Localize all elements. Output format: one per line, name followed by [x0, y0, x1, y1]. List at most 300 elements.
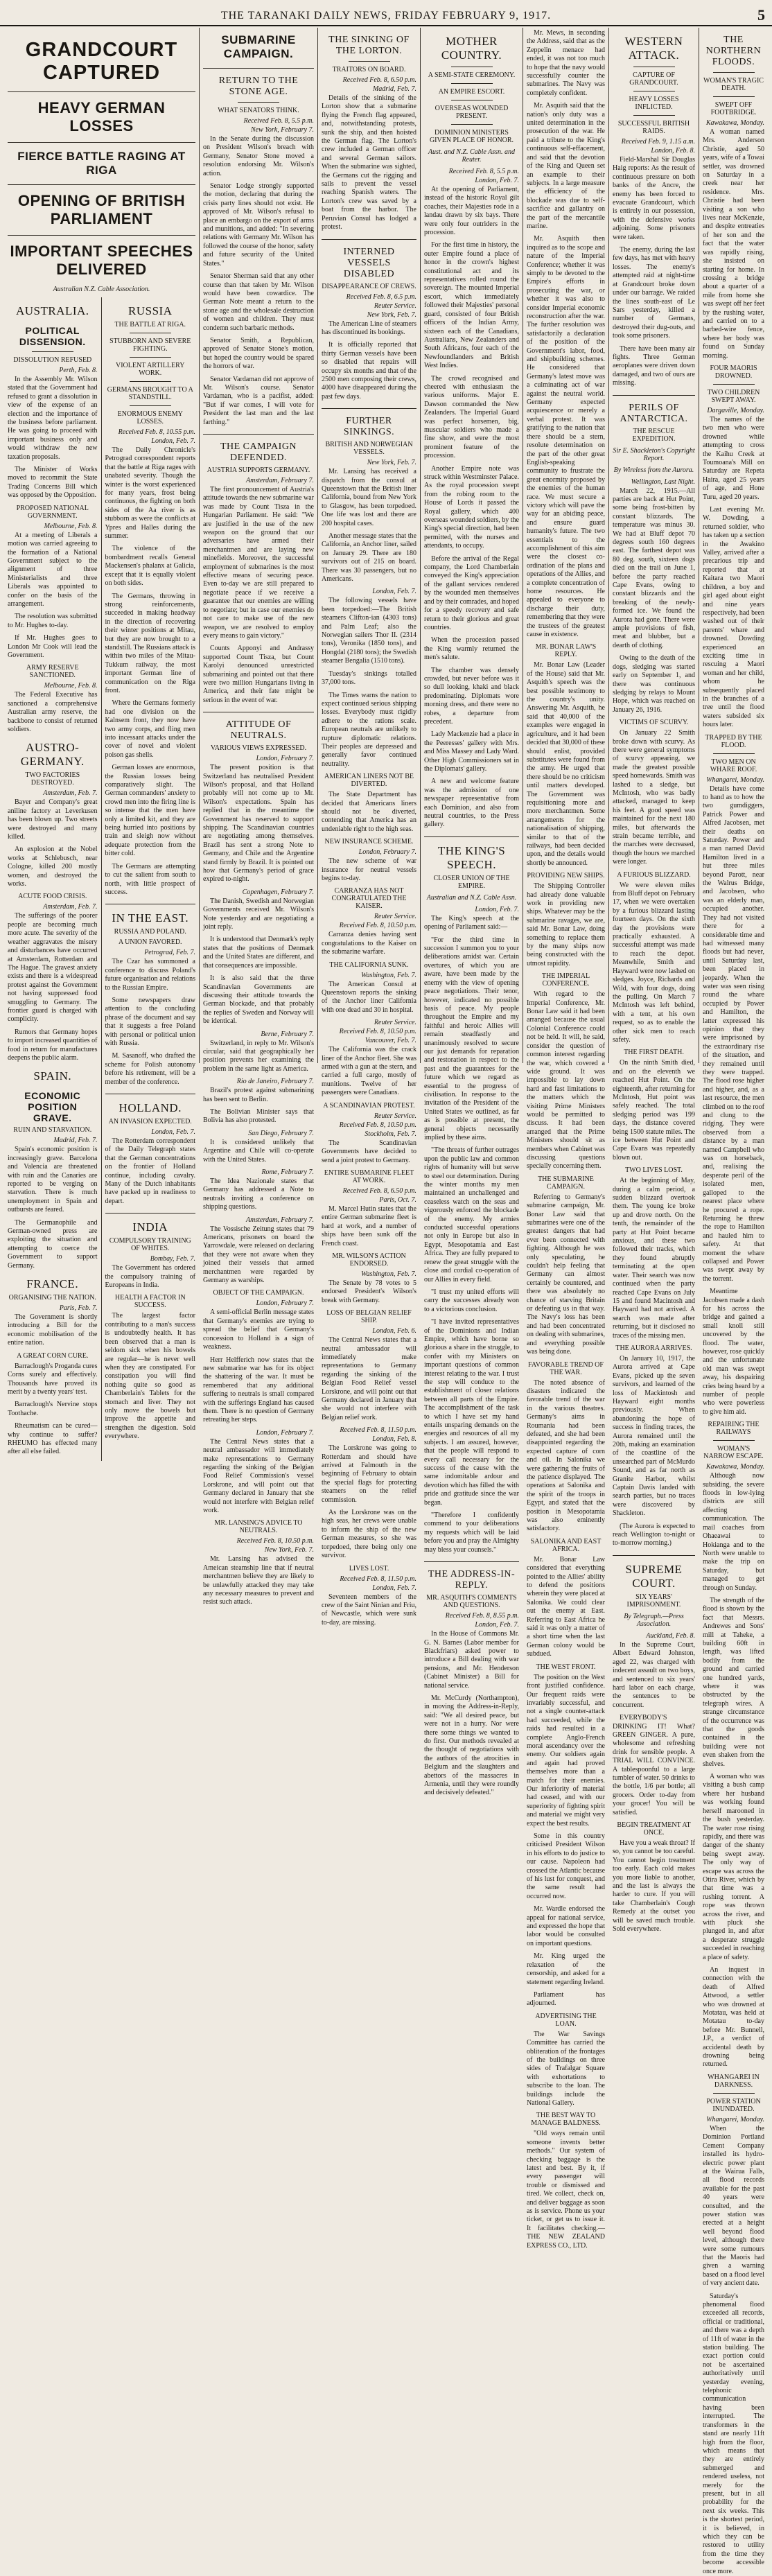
dateline: Auckland, Feb. 8. — [646, 1631, 695, 1640]
section-subheading: SIX YEARS' IMPRISONMENT. — [626, 1593, 681, 1609]
section-subheading: SWEPT OFF FOOTBRIDGE. — [710, 101, 757, 116]
article-paragraph: There have been many air fights. Three German aeroplanes were driven down damaged, and two of ours are missing. — [613, 344, 695, 387]
section-heading: AUSTRO-GERMANY. — [20, 741, 85, 769]
divider — [203, 68, 314, 69]
article-paragraph: The Vossische Zeitung states that 79 Americans, prisoners on board the Yarrowdale, were released on declaring that they were not aware when they joined their vessels that armed merchantmen were regarded by Germany as warships. — [203, 1225, 314, 1285]
section-subheading: MR. BONAR LAW'S REPLY. — [535, 643, 597, 659]
article-paragraph: The Czar has summoned a conference to discuss Poland's future organisation and relations to the Russian Empire. — [105, 958, 195, 992]
credit-line: Aust. and N.Z. Cable Assn. and Reuter. — [428, 148, 516, 164]
article-paragraph: Details of the sinking of the Lorton show that a submarine flying the French flag appeared, and, notwithstanding protests, sunk the ship, and then hoisted the German flag. The Lorton's crew included a German officer and several German sailors. When the submarine was sighted, the Germans cut the rigging and sails to prevent the vessel reaching Spanish waters. The Lorton's crew was saved by a boat from the harbor. The Peruvian Consul has lodged a protest. — [322, 94, 416, 231]
dateline: Reuter Service. — [374, 1112, 416, 1120]
article-paragraph: The Times warns the nation to expect continued serious shipping losses. Everybody must rigidly adhere to the rations scale. European neutrals are unlikely to rupture diplomatic relations. Their peoples are depressed and generally favor continued neutrality. — [322, 691, 416, 768]
section-subheading: A SCANDINAVIAN PROTEST. — [323, 1101, 415, 1110]
section-subheading: COMPULSORY TRAINING OF WHITES. — [109, 1237, 191, 1253]
article-paragraph: As the Lorskrone was on the high seas, her crews were unable to inform the ship of the new German measures, so she was torpedoed, there being only one survivor. — [322, 1509, 416, 1560]
section-subheading: POWER STATION INUNDATED. — [706, 2097, 761, 2113]
article-paragraph: At a meeting of Liberals a motion was carried agreeing to the formation of a National Government subject to the alignment of three Ministerialists and three Liberals was appointed to confer on the basis of the arrangement. — [8, 531, 98, 608]
dateline: Vancouver, Feb. 7. — [365, 1037, 416, 1045]
dateline: Petrograd, Feb. 7. — [144, 949, 195, 957]
article-paragraph: Meantime Jacobsen made a dash for his across the bridge and gained a small knoll still uncovered by the flood. The water, however, rose quickly and the unfortunate old man was swept away, his despairing cries being heard by a number of people who were powerless to give him aid. — [703, 1288, 764, 1416]
article-paragraph: We were eleven miles from Bluff depot on February 17, when we were overtaken by a furious blizzard lasting fourteen days. On the sixth day the provisions were practically exhausted. A successful attempt was made to reach the depot. Meanwhile, Smith and Hayward were now lashed on sledges. Joyce, Richards and Wild, with four dogs, doing the pulling. On March 7 McIntosh was left behind, with a tent, at his own request, so as to enable the other sick men to reach safety. — [613, 881, 695, 1044]
article-paragraph: The sufferings of the poorer people are becoming much more acute. The severity of the weather aggravates the misery and disturbances have occurred at Amsterdam, Rotterdam and The Hague. The gravest anxiety exists and there is a widespread protest against the Government not having suppressed food smuggling to Germany. The frontier guard is charged with complicity. — [8, 912, 98, 1024]
section-subheading: GERMANS BROUGHT TO A STANDSTILL. — [107, 386, 193, 401]
article-paragraph: On January 22 Smith broke down with scurvy. As there were general symptoms of scurvy appearing, we made the greatest possible speed homewards. Smith was lashed to a sledge, but McIntosh, who was badly attacked, managed to keep his feet. A good speed was maintained for the next 180 miles, but afterwards the strain became terrible, and the marches were decreased, though the hours we marched were longer. — [613, 729, 695, 866]
article-paragraph: The Government is shortly introducing a Bill for the economic mobilisation of the entire nation. — [8, 1313, 98, 1347]
article-paragraph: Mr. King urged the relaxation of the censorship, and asked for a statement regarding Ireland. — [527, 1952, 605, 1986]
article-paragraph: The Germanophile and German-owned press are exploiting the situation and attempting to coerce the Government to support Germany. — [8, 1218, 98, 1270]
section-subheading: ORGANISING THE NATION. — [8, 1294, 96, 1302]
divider — [130, 381, 171, 382]
section-subheading: DISAPPEARANCE OF CREWS. — [322, 282, 416, 290]
divider — [8, 91, 195, 92]
article-paragraph: March 22, 1915.—All parties are back at Hut Point, some being frost-bitten by constant blizzards. The temperature was minus 30. We had at Bluff depot 70 degrees south 160 degrees east. The farthest depot was 80 deg. south, sixteen dogs died on the trail on June 1, before the party reached Cape Evans, owing to constant blizzards and the breaking of the newly-formed ice. We found the Aurora had gone. There were ample provisions of fish, meat and blubber, but a dearth of clothing. — [613, 487, 695, 649]
article-paragraph: In the House of Commons Mr. G. N. Barnes (Labor member for Blackfriars) asked power to introduce a Bill dealing with war pensions, and Mr. Henderson (Cabinet Minister) a Bill for national service. — [424, 1630, 519, 1690]
dateline: Received Feb. 9, 1.15 a.m. — [621, 138, 695, 146]
article-paragraph: The position on the West front justified confidence. Our frequent raids were invariably successful, and not a single counter-attack had succeeded, while the raids had resulted in a complete Anglo-French moral ascendancy over the enemy. Our soldiers again and again had proved themselves more than a match for their enemies. Our inferiority of material had ceased, and with our superiority of fighting spirit and material we might very expect the best results. — [527, 1673, 605, 1828]
divider — [32, 351, 73, 352]
dateline: Received Feb. 8, 5.5 p.m. — [243, 117, 314, 125]
advert-paragraph: "Old ways remain until someone invents better methods." Our system of checking baggage is the latest and best. By it, if every passenger will trouble or dismissed and tired. We collect, check on, and deliver baggage as soon as is service. Phone us your ticket, or get us to issue it. It facilitates checking.—THE NEW ZEALAND EXPRESS CO., LTD. — [527, 2130, 605, 2250]
article-paragraph: The American Line of steamers has discontinued its bookings. — [322, 319, 416, 336]
section-heading: HOLLAND. — [119, 1101, 182, 1114]
dateline: Madrid, Feb. 7. — [372, 85, 416, 93]
section-subheading: A GREAT CORN CURE. — [17, 1351, 89, 1360]
section-subheading: THE RESCUE EXPEDITION. — [632, 427, 676, 443]
dateline: Received Feb. 8, 6.50 p.m. — [342, 1186, 416, 1195]
advert-paragraph: The largest factor contributing to a man's success is undoubtedly health. It has been observed that a man is seldom sick when his bowels are regular—he is never well when they are constipated. For constipation you will find nothing quite so good as Chamberlain's Tablets for the stomach and liver. They not only move the bowels but improve the appetite and strengthen the digestion. Sold everywhere. — [105, 1312, 195, 1441]
divider — [8, 142, 195, 143]
advert-paragraph: Have you a weak throat? If so, you cannot be too careful. You cannot begin treatment too early. Each cold makes you more liable to another, and the last is always the harder to cure. If you will take Chamberlain's Cough Remedy at the outset you will be saved much trouble. Sold everywhere. — [613, 1839, 695, 1934]
section-subheading: ADVERTISING THE LOAN. — [535, 2012, 597, 2028]
dateline: London, Feb. 7. — [475, 177, 519, 184]
article-paragraph: The Scandinavian Governments have decided to send a joint protest to Germany. — [322, 1139, 416, 1164]
dateline: San Diego, February 7. — [248, 1129, 314, 1137]
divider — [322, 239, 416, 240]
article-paragraph: A new and welcome feature was the admission of one newspaper representative from each Dominion, and also from neutral countries, to the Press gallery. — [424, 778, 519, 829]
dateline: Bombay, Feb. 7. — [150, 1255, 195, 1263]
article-paragraph: Mr. Asquith then inquired as to the scope and nature of the Imperial Conference; whether it was simply to be devoted to the Empire's efforts in prosecuting the war, or whether it was also to consider Imperial economic reconstruction after the war. The further resolution was satisfactorily a declaration of the position of the Government's labor, food, and shipbuilding schemes. He considered that Germany's latest move was a culminating act of war against the neutral world. Germany expected acquiescence or merely a verbal protest. It was gratifying to the nation that there should be a stern, resolute determination on the part of the other great English-speaking community to frustrate the great enormity proposed by the enemies of the human race. We must secure a victory which will pave the way for an abiding peace, and ensure guard humanity's future. The two essentials to the accomplishment of this aim were the closest co-ordination of the plans and operations of the Allies, and a complete concentration of home resources. He appealed to everyone to discharge their duty, remembering that they were the trustees of the greatest cause in existence. — [527, 235, 605, 639]
section-subheading: ENTIRE SUBMARINE FLEET AT WORK. — [324, 1168, 414, 1184]
section-subheading: DISSOLUTION REFUSED — [13, 356, 92, 364]
divider — [713, 96, 755, 97]
divider — [8, 184, 195, 185]
article-paragraph: Parliament has adjourned. — [527, 1990, 605, 2008]
article-paragraph: The Central News states that a neutral ambassador will immediately make representations to Germany regarding the sinking of the Belgian Food Relief vessel Lorskrone, and will point out that Germany declared in January that she would not interfere with Belgian relief work. — [322, 1336, 416, 1421]
article-paragraph: The Government has ordered the compulsory training of Europeans in India. — [105, 1264, 195, 1290]
article-paragraph: The strength of the flood is shown by the fact that Messrs. Andrewes and Sons' mill at Taheke, a building 60ft in length, was lifted bodily from the ground and carried one hundred yards, where it was obstructed by the telegraph wires. A strange circumstance of the occurrence was that the goods contained in the building were not even shaken from the shelves. — [703, 1596, 764, 1768]
dateline: Wellington, Last Night. — [631, 477, 695, 486]
article-paragraph: A semi-official Berlin message states that Germany's enemies are trying to spread the belief that Germany's concession to Holland is a sign of weakness. — [203, 1308, 314, 1351]
divider — [613, 395, 695, 396]
article-paragraph: The King's speech at the opening of Parliament said:— — [424, 914, 519, 931]
advert-paragraph: Barraclough's Proganda cures Corns surely and effectively. Thousands have proved its merit by a twenty years' test. — [8, 1362, 98, 1396]
section-subheading: NEW INSURANCE SCHEME. — [324, 838, 414, 846]
article-paragraph: The first pronouncement of Austria's attitude towards the new submarine war was made by Count Tisza in the Hungarian Parliament. He said: "We are justified in the use of the new weapon on the ground that our adversaries have armed their merchantmen and are laying new minefields. Moreover, the successful employment of submarines is the most effective means of securing peace. Even to-day we are still prepared to negotiate peace if we receive a guarantee that our enemies are willing to negotiate; but in case our enemies do not care to make use of the new weapon, we are resolved to employ every means to gain victory." — [203, 486, 314, 640]
article-paragraph: In the Assembly Mr. Wilson stated that the Government had refused to grant a dissolution in view of the expense of an election and the importance of the business before parliament. He was going to proceed with important business only and would withdraw the new taxation proposals. — [8, 376, 98, 461]
section-subheading: ARMY RESERVE SANCTIONED. — [26, 664, 79, 680]
masthead-title: THE TARANAKI DAILY NEWS, FRIDAY FEBRUARY 9, 1917. — [220, 10, 552, 21]
section-subheading: AN EMPIRE ESCORT. — [438, 88, 505, 96]
article-paragraph: The California was the crack liner of the Anchor fleet. She was armed with a gun at the stern, and carried a full cargo, mostly of munitions. Twelve of her passengers were Canadians. — [322, 1046, 416, 1097]
dateline: Whangarei, Monday. — [706, 776, 764, 784]
dateline: Paris, Feb. 7. — [59, 1304, 98, 1313]
dateline: London, Feb. 6. — [372, 1327, 416, 1335]
article-paragraph: "The threats of further outrages upon the public law and common rights of humanity will but serve to steel our determination. During the winter months my men maintained an unchallenged and ceaseless watch on the seas and vigorously enforced the blockade of the enemy. My armies conducted successful operations not only in Europe but also in Egypt, Mesopotamia and East Africa. They are fully prepared to renew the great struggle with the close and cordial co-operation of our Allies in every field. — [424, 1146, 519, 1283]
dateline: London, Feb. 8. — [651, 147, 695, 155]
section-heading: ATTITUDE OF NEUTRALS. — [225, 719, 292, 742]
section-subheading: MR. LANSING'S ADVICE TO NEUTRALS. — [214, 1519, 303, 1535]
divider — [349, 61, 390, 62]
section-heading: SUPREME COURT. — [625, 1562, 683, 1590]
section-subheading: THE BATTLE AT RIGA. — [114, 321, 186, 328]
article-paragraph: In the Supreme Court, Albert Edward Johnston, aged 22, was charged with indecent assault on two boys, and sentenced to six years' hard labor on each charge, the sentences to be concurrent. — [613, 1640, 695, 1709]
dateline: Perth, Feb. 8. — [59, 367, 98, 374]
divider — [633, 115, 675, 116]
section-heading: THE KING'S SPEECH. — [437, 843, 506, 871]
article-paragraph: German losses are enormous, the Russian losses being comparatively slight. The German commanders' anxiety to crowd men into the firing line is so intense that the men have only a limited kit, and they are being hurried into positions by train and sleigh now without adequate protection from the bitter cold. — [105, 764, 195, 858]
article-paragraph: At the opening of Parliament, instead of the historic Royal gilt coaches, their Majesties rode in a landau drawn by six bays. There were only four outriders in the procession. — [424, 186, 519, 237]
dateline: Whangarei, Monday. — [706, 2115, 764, 2123]
divider — [713, 2093, 755, 2094]
article-paragraph: Mr. McCurdy (Northampton), in moving the Address-in-Reply, said: "We all desired peace, but were not in a hurry. Nor were there some things we wanted to do first. Our methods revealed at the thought of negotiations with the authors of the atrocities in Belgium and the slaughters and abettors of the massacres in Armenia, until they were roundly and decisively defeated." — [424, 1694, 519, 1797]
section-subheading: BRITISH AND NORWEGIAN VESSELS. — [325, 441, 413, 457]
article-paragraph: Mr. Mews, in seconding the Address, said that as the Zeppelin menace had ended, it was not too much to hope that the navy would successfully counter the submarines. The Navy was completely confident. — [527, 29, 605, 97]
article-paragraph: The American Consul at Queenstown reports the sinking of the Anchor liner California with one dead and 30 in hospital. — [322, 980, 416, 1014]
dateline: Received Feb. 8, 10.50 p.m. — [339, 1121, 416, 1129]
section-subheading: WOMAN'S NARROW ESCAPE. — [703, 1445, 764, 1461]
headline-deck: HEAVY GERMAN LOSSES — [37, 99, 166, 134]
dateline: Madrid, Feb. 7. — [53, 1137, 98, 1145]
section-subheading: THE FIRST DEATH. — [624, 1049, 684, 1057]
credit-line: Australian and N.Z. Cable Assn. — [426, 893, 517, 902]
section-heading: THE SINKING OF THE LORTON. — [328, 35, 410, 56]
divider — [424, 1561, 519, 1562]
section-subheading: HEAVY LOSSES INFLICTED. — [629, 96, 679, 111]
section-subheading: A SEMI-STATE CEREMONY. — [428, 71, 516, 79]
credit-line: By Telegraph.—Press Association. — [624, 1612, 684, 1628]
article-paragraph: Bayer and Company's great aniline factory at Leverkusen has been blown up. Two streets were destroyed and many killed. — [8, 798, 98, 841]
section-subheading: ACUTE FOOD CRISIS. — [18, 893, 87, 901]
divider — [238, 102, 279, 103]
section-heading: THE ADDRESS-IN-REPLY. — [428, 1569, 516, 1591]
article-paragraph: The enemy, during the last few days, has met with heavy losses. The enemy's attempted raid at night-time at Grandcourt broke down under our barrage. We raided the lines south-east of Le Sars yesterday, killed a number of Germans, destroyed their dug-outs, and took some prisoners. — [613, 246, 695, 340]
divider — [322, 408, 416, 409]
section-subheading: THE IMPERIAL CONFERENCE. — [541, 972, 590, 988]
article-paragraph: Spain's economic position is increasingly grave. Barcelona and Valencia are threatened with ruin and the Canaries are reported to be verging on starvation. There is much unemployment in Spain and outbursts are feared. — [8, 1146, 98, 1214]
dateline: Copenhagen, February 7. — [242, 888, 314, 896]
dateline: Washington, Feb. 7. — [361, 1270, 416, 1278]
section-subheading: PROVIDING NEW SHIPS. — [527, 872, 605, 880]
section-subheading: VIOLENT ARTILLERY WORK. — [116, 362, 185, 377]
dateline: Received Feb. 8, 6.5 p.m. — [346, 292, 416, 301]
section-subheading: TWO MEN ON WHARE ROOF. — [710, 757, 757, 773]
article-paragraph: The new scheme of war insurance for neutral vessels begins to-day. — [322, 857, 416, 882]
section-subheading: BEGIN TREATMENT AT ONCE. — [617, 1821, 691, 1837]
dateline: New York, February 7. — [250, 126, 314, 134]
article-paragraph: The following vessels have been torpedoed:—The British steamers Clifton-ian (4303 tons) and Palm Leaf; also the Norwegian sailers Thor II. (2314 tons), Veronika (1850 tons), and Hongdal (2180 tons); the Swedish steamer Bengalia (1510 tons). — [322, 597, 416, 665]
dateline: London, Feb. 7. — [475, 1621, 519, 1629]
article-paragraph: The Minister of Works moved to recommit the State Trading Concerns Bill which was opposed by the Opposition. — [8, 466, 98, 500]
section-subheading: AUSTRIA SUPPORTS GERMANY. — [207, 466, 310, 474]
article-paragraph: Seventeen members of the crew of the Saint Ninian and Friu, of Newcastle, which were sunk to-day, are missing. — [322, 1593, 416, 1627]
dateline: Reuter Service. — [374, 913, 416, 921]
section-subheading: CARRANZA HAS NOT CONGRATULATED THE KAISER. — [331, 887, 407, 911]
article-paragraph: Herr Helfferich now states that the new submarine war has for its object the shattering of the war. It must be remembered that any additional suffering to neutrals is small compared with the sufferings England has caused them. There is no question of Germany retreating her steps. — [203, 1356, 314, 1424]
headline-deck: OPENING OF BRITISH PARLIAMENT — [17, 192, 186, 227]
article-paragraph: When the Dominion Portland Cement Company installed its hydro-electric power plant at the Wairua Falls, all flood records available for the past 40 years were consulted, and the power station was erected at a height well beyond flood level, although there were some rumours that the Maoris had given a warning based on a flood level of very ancient date. — [703, 2124, 764, 2288]
section-subheading: DOMINION MINISTERS GIVEN PLACE OF HONOR. — [429, 129, 514, 144]
article-paragraph: For the first time in history, the outer Empire found a place of honor in the crown's highest constitutional act and its representatives rolled round the sovereign. The mounted Imperial escort, which immediately followed their Majesties' personal guard, consisted of four British officers of the Indian Army, sixteen each of the Canadians, Australians, New Zealanders and South Africans, four each of the Newfoundlanders and British West Indies. — [424, 241, 519, 370]
article-paragraph: Senator Sherman said that any other course than that taken by Mr. Wilson would have been cowardice. The German Note meant a return to the stone age and the wholesale destruction of women and children. They must condemn such barbaric methods. — [203, 272, 314, 332]
section-subheading: RUSSIA AND POLAND. — [114, 928, 186, 936]
dateline: Received Feb. 8, 5.5 p.m. — [448, 168, 519, 175]
article-paragraph: Details have come to hand as to how the two gumdiggers, Patrick Power and Alfred Jacobsen, met their deaths on Saturday. Power and a man named David Hamilton lived in a hut three miles beyond Parott, near the Walrus Bridge, and Jacobsen, who was an elderly man, occupied another. They had not visited there for a considerable time and had witnessed many floods but had never, until Saturday last, been placed in jeopardy. When the water was seen rising round the whare occupied by Power and Hamilton, the latter expressed his opinion that they were imprisoned by the extraordinary rise of the situation, and they remained until they were trapped. The flood rose higher and higher, and, as a last resource, the men climbed on to the roof and clung to the ridging. They were observed from a distance by a man named Campbell who was on horseback, and, realising the desperate peril of the isolated men, galloped to the nearest place where he procured a rope. Returning he threw the rope to Hamilton and hauled him to safety. At that moment the whare collapsed and Power was swept away by the torrent. — [703, 785, 764, 1283]
column-2 — [200, 28, 318, 1606]
section-subheading: AN INVASION EXPECTED. — [108, 1118, 192, 1125]
article-paragraph: The chamber was densely crowded, but never before was it so dull looking, khaki and black predominating. Diplomats wore morning dress, and there were no robes, a departure from precedent. — [424, 666, 519, 726]
article-paragraph: Tuesday's sinkings totalled 37,000 tons. — [322, 669, 416, 687]
section-subheading: REPAIRING THE RAILWAYS — [708, 1421, 760, 1437]
dateline: Berne, February 7. — [261, 1030, 314, 1038]
divider — [130, 357, 171, 358]
article-paragraph: The Bolivian Minister says that Bolivia has also protested. — [203, 1107, 314, 1125]
divider — [713, 1440, 755, 1441]
dateline: London, February 7. — [256, 1428, 314, 1437]
section-subheading: VARIOUS VIEWS EXPRESSED. — [210, 744, 307, 753]
section-heading: RUSSIA — [128, 304, 173, 317]
credit-line: Sir E. Shackleton's Copyright Report. — [613, 446, 695, 462]
article-paragraph: Switzerland, in reply to Mr. Wilson's circular, said that geographically her position prevents her examining the problem in the same light as America. — [203, 1039, 314, 1073]
dateline: London, February 7. — [256, 755, 314, 763]
dateline: Paris, Oct. 7. — [379, 1195, 416, 1204]
section-subheading: THE CALIFORNIA SUNK. — [329, 961, 409, 969]
article-paragraph: An inquest in connection with the death of Alfred Attwood, a settler who was drowned at Motatau, was held at Motatau to-day before Mr. Bunnell, J.P., a verdict of accidental death by drowning being returned. — [703, 1966, 764, 2069]
advert-paragraph: EVERYBODY'S DRINKING IT! What? GREEN GINGER. A pure, wholesome and refreshing drink for sensible people. A TRIAL WILL CONVINCE. A tablespoonful to a large tumbler of water. 50 drinks to the bottle, 1/6 per bottle; all grocers. Order to-day from your grocer! You will be satisfied. — [613, 1714, 695, 1816]
dateline: London, February 7. — [358, 848, 416, 857]
article-paragraph: "For the third time in succession I summon you to your deliberations amidst war. Certain overtures, of which you are aware, have been made by the enemy with the view of opening peace negotiations. Their tenor, however, indicated no possible basis of peace. My people throughout the Empire and my faithful and heroic Allies will remain steadfastly and unanimously resolved to secure our just demands for reparation and restoration in respect to the past and the guarantees for the future which we regard as essential to the progress of civilisation. In response to the invitation of the President of the United States we outlined, as far as is possible at present, the general objects necessarily implied by these aims. — [424, 936, 519, 1141]
article-paragraph: At the beginning of May, during a calm period, a sudden blizzard overtook them. The young ice broke up and drove north. On the tenth, the remainder of the party at Hut Point became anxious, and these two followed their tracks, which they found abruptly terminating at the open water. Their search was now continued when the party reached Cape Evans on July 15 and found Macintosh and Hayward had not arrived. A search was made after returning, but it disclosed no traces of the missing men. — [613, 1177, 695, 1340]
section-subheading: TWO LIVES LOST. — [625, 1166, 683, 1175]
section-subheading: SALONIKA AND EAST AFRICA. — [530, 1537, 602, 1553]
article-paragraph: The Danish, Swedish and Norwegian Governments received Mr. Wilson's Note yesterday and are negotiating a joint reply. — [203, 897, 314, 931]
dateline: Kawakawa, Monday. — [705, 1463, 764, 1471]
dateline: Received Feb. 8, 10.50 p.m. — [339, 922, 416, 930]
article-paragraph: The Central News states that a neutral ambassador will immediately make representations to Germany regarding the sinking of the Belgian Food Relief Commission's vessel Lorskrone, and will point out that Germany declared in January that she would not interfere with Belgian relief work. — [203, 1437, 314, 1514]
section-heading: FRANCE. — [26, 1277, 79, 1291]
column-headline: THE NORTHERN FLOODS. — [705, 35, 762, 67]
article-paragraph: The Rotterdam correspondent of the Daily Telegraph states that the German concentrations on the frontier of Holland continue, including cavalry. Many of the Dutch inhabitants have packed up in readiness to depart. — [105, 1137, 195, 1205]
column-3 — [318, 28, 421, 1627]
headline-deck: FIERCE BATTLE RAGING AT RIGA — [17, 150, 186, 177]
article-paragraph: Mr. Lansing has advised the Ameican steamship line that if neutral merchantmen believe they are likely to be unlawfully attacked they may take any necessary measures to prevent and resist such attack. — [203, 1555, 314, 1606]
section-subheading: FAVORABLE TREND OF THE WAR. — [528, 1360, 604, 1376]
dateline: Received Feb. 8, 11.50 p.m. — [340, 1426, 416, 1435]
divider — [713, 72, 755, 73]
section-heading: FURTHER SINKINGS. — [343, 416, 395, 438]
section-subheading: CAPTURE OF GRANDCOURT. — [629, 71, 678, 87]
article-paragraph: The Shipping Controller had already done valuable work in providing new ships. Whatever may be the submarine ravages, we are, said Mr. Bonar Law, doing something to replace them by the many ships now being constructed with the utmost rapidity. — [527, 882, 605, 967]
article-paragraph: Another Empire note was struck within Westminster Palace. As the royal procession swept from the robing room to the House of Lords it passed the Royal gallery, which 400 overseas wounded soldiers, by the King's special direction, had been permitted, with the nurses and attendants, to occupy. — [424, 464, 519, 550]
column-headline: WESTERN ATTACK. — [624, 35, 683, 62]
divider — [451, 124, 493, 125]
article-paragraph: It is understood that Denmark's reply states that the positions of Denmark and the United States are different, and that consequences are impossible. — [203, 936, 314, 970]
section-subheading: THE WEST FRONT. — [536, 1663, 596, 1671]
dateline: Received Feb. 8, 10.50 p.m. — [236, 1537, 314, 1545]
dateline: New York, Feb. 7. — [264, 1546, 314, 1554]
section-subheading: SUCCESSFUL BRITISH RAIDS. — [617, 120, 690, 135]
dateline: Stockholm, Feb. 7. — [365, 1130, 416, 1138]
article-paragraph: An explosion at the Nobel works at Schlebusch, near Cologne, killed 200 mostly women, and destroyed the works. — [8, 845, 98, 888]
dateline: Washington, Feb. 7. — [361, 971, 416, 979]
section-heading: AUSTRALIA. — [15, 304, 89, 317]
article-paragraph: The names of the two men who were drowned while attempting to cross the Kaihu Creek at Toumoana's Mill on Saturday are Repeta Haira, aged 25 years of age, and Hone Turu, aged 20 years. — [703, 415, 764, 501]
article-paragraph: "I trust my united efforts will carry the successes already won to a victorious conclusion. — [424, 1288, 519, 1313]
article-paragraph: Mr. Bonar Law (Leader of the House) said that Mr. Asquith's speech was the best possible testimony to the country's unity. Answering Mr. Asquith, he said that 40,000 of the examples were engaged in agriculture, and it had been decided that 30,000 of these should enlist, provided substitutes were found from the army. He urged that there should be no criticism until matters developed. The Government was requisitioning more and more merchantmen. Some arrangements for the nationalisation of shipping, similar to that of the railways, had been decided upon, and the details would shortly be announced. — [527, 661, 605, 867]
page-number: 5 — [757, 6, 765, 24]
article-paragraph: A woman named Mrs. Anderson Christie, aged 50 years, wife of a Towai settler, was drowned on Saturday in a creek near her residence. Mrs. Christie had been visiting a son who lives near McKenzie, and despite entreaties of her son and the fact that the water was rapidly rising, she insisted on starting for home. In crossing a bridge about a quarter of a mile from home she was swept off her feet by the rushing water, and carried on to a barbed-wire fence, where her body was found on Sunday morning. — [703, 128, 764, 360]
dateline: London, Feb. 7. — [372, 588, 416, 596]
article-paragraph: The noted absence of disasters indicated the favorable trend of the war in the various theatres. Germany's aims in Roumania had been defeated, and she had been disappointed regarding the expected capture of corn and oil. In Salonika we were gathering the fruits of the patience displayed. The operations at Salonika and the spirit of the troops in Egypt, and stated that the position in Mesopotamia was also eminently satisfactory. — [527, 1378, 605, 1533]
section-subheading: WHAT SENATORS THINK. — [218, 107, 299, 114]
section-subheading: ENORMOUS ENEMY LOSSES. — [117, 410, 183, 426]
article-paragraph: Rumors that Germany hopes to import increased quantities of food in return for manufactures deepens the public alarm. — [8, 1028, 98, 1062]
dateline: London, Feb. 8. — [372, 1435, 416, 1444]
section-subheading: OBJECT OF THE CAMPAIGN. — [213, 1289, 304, 1297]
article-paragraph: It is also said that the three Scandinavian Governments are discussing their attitude towards the German blockade, and that probably the replies of Sweden and Norway will be identical. — [203, 974, 314, 1026]
section-subheading: TWO CHILDREN SWEPT AWAY. — [707, 388, 760, 404]
section-subheading: OVERSEAS WOUNDED PRESENT. — [435, 105, 509, 120]
advert-paragraph: Rheumatism can be cured—why continue to suffer? RHEUMO has effected many after all else failed. — [8, 1422, 98, 1456]
advert-paragraph: Barraclough's Nervine stops Toothache. — [8, 1401, 98, 1417]
main-headline: GRANDCOURT CAPTURED — [25, 39, 178, 84]
section-subheading: POLITICAL DISSENSION. — [19, 325, 86, 347]
section-heading: INDIA — [132, 1220, 168, 1234]
dateline: Received Feb. 8, 11.50 p.m. — [340, 1575, 416, 1583]
article-paragraph: With regard to the Imperial Conference, Mr. Bonar Law said it had been arranged because the usual Colonial Conference could not be held. It will, he said, consider the question of common interest regarding the war, which covered a wide ground. It was impossible to lay down hard and fast limitations to the matters which the visiting Prime Ministers would be permitted to discuss. It had been arranged that the Prime Ministers should sit as members when Cabinet was discussing questions specially concerning them. — [527, 990, 605, 1171]
section-heading: IN THE EAST. — [112, 911, 189, 925]
section-subheading: ECONOMIC POSITION GRAVE. — [24, 1090, 81, 1124]
section-subheading: HEALTH A FACTOR IN SUCCESS. — [114, 1294, 186, 1310]
dateline: London, February 7. — [256, 1299, 314, 1308]
column-7 — [699, 28, 768, 2575]
article-paragraph: Mr. Wardle endorsed the appeal for national service, and expressed the hope that labor would be consulted on important questions. — [527, 1905, 605, 1947]
column-6 — [609, 28, 699, 1934]
article-paragraph: The State Department has decided that Americans liners should not be diverted, contending that America has an undeniable right to the high seas. — [322, 791, 416, 833]
section-subheading: RUIN AND STARVATION. — [13, 1126, 92, 1134]
sub-column-left — [8, 297, 102, 1461]
dateline: Amsterdam, Feb. 7. — [43, 903, 98, 911]
dateline: Rio de Janeiro, February 7. — [236, 1078, 314, 1086]
dateline: London, Feb. 7. — [151, 437, 195, 445]
section-heading: RETURN TO THE STONE AGE. — [218, 76, 299, 97]
divider — [130, 405, 171, 406]
section-subheading: AMERICAN LINERS NOT BE DIVERTED. — [324, 773, 414, 789]
dateline: Received Feb. 8, 8.55 p.m. — [445, 1612, 519, 1620]
credit-line: Australian N.Z. Cable Association. — [53, 286, 150, 293]
dateline: Amsterdam, Feb. 7. — [43, 789, 98, 798]
sub-columns — [8, 297, 195, 1461]
article-paragraph: In the Senate during the discussion on President Wilson's breach with Germany, Senator Stone moved a resolution endorsing Mr. Wilson's action. — [203, 135, 314, 177]
article-paragraph: The War Savings Committee has carried the obliteration of the frontages of the buildings on three sides of Trafalgar Square with exhortations to subscribe to the loan. The buildings include the National Gallery. — [527, 2030, 605, 2107]
article-paragraph: Brazil's protest against submarining has been sent to Berlin. — [203, 1087, 314, 1103]
dateline: London, Feb. 7. — [372, 1584, 416, 1592]
headline-deck: IMPORTANT SPEECHES DELIVERED — [10, 243, 193, 278]
article-paragraph: Senator Vardaman did not approve of Mr. Wilson's course. Senator Vardaman, who is a pacifist, added: "But if war comes, I will vote for President the last man and the last farthing." — [203, 375, 314, 426]
article-paragraph: It is officially reported that thirty German vessels have been so disabled that repairs will occupy six months and that of the 2500 men composing their crews, 4000 have disappeared during the past few days. — [322, 341, 416, 401]
article-paragraph: On the ninth Smith died, and on the eleventh we reached Hut Point. On the eighteenth, after returning for McIntosh, Hut point was safely reached. The total sledging period was 199 days, the distance covered being 1500 statute miles. The ice between Hut Point and Cape Evans was repeatedly blown out. — [613, 1059, 695, 1162]
section-subheading: WOMAN'S TRAGIC DEATH. — [703, 77, 764, 92]
masthead — [0, 0, 772, 26]
article-paragraph: Where the Germans formerly had one division on the Kalnsem front, they now have two army corps, and fling men into incessant attacks under the cover of novel and violent poison gas shells. — [105, 699, 195, 759]
section-subheading: MR. WILSON'S ACTION ENDORSED. — [332, 1252, 406, 1268]
dateline: Received Feb. 8, 6.50 p.m. — [342, 76, 416, 84]
dateline: Reuter Service. — [374, 301, 416, 310]
article-paragraph: The Lorskrone was going to Rotterdam and should have arrived at Falmouth in the beginning of February to obtain the special flags for protecting steamers on the relief commission. — [322, 1444, 416, 1504]
article-paragraph: M. Sasanoff, who drafted the scheme for Polish autonomy before his retirement, will be a member of the conference. — [105, 1052, 195, 1086]
article-paragraph: Another message states that the California, an Anchor liner, sailed on January 29. There are 180 survivors out of 215 on board. There was 30 passengers, but no Americans. — [322, 532, 416, 584]
dateline: New York, Feb. 7. — [367, 459, 416, 467]
divider — [424, 836, 519, 837]
article-paragraph: M. Marcel Hutin states that the entire German submarine fleet is hard at work, and a number of ships have been sunk off the French coast. — [322, 1204, 416, 1247]
article-paragraph: Some in this country criticised President Wilson in his efforts to do justice to our cause. Napoleon had crossed the Atlantic because of his lust for conquest, and the same result had occurred now. — [527, 1832, 606, 1900]
dateline: Received Feb. 8, 10.55 p.m. — [118, 428, 195, 436]
section-subheading: MR. ASQUITH'S COMMENTS AND QUESTIONS. — [426, 1594, 517, 1610]
article-paragraph: The Germans, throwing in strong reinforcements, succeeded in making headway in the direction of recovering their winter positions at Mitau, but they are now brought to a standstill. The Russians attack is within two miles of the Mitau-Tukkum railway, the most important German line of communication on the Riga front. — [105, 592, 195, 694]
article-paragraph: (The Aurora is expected to reach Wellington to-night or to-morrow morning.) — [613, 1522, 695, 1548]
dateline: New York, Feb. 7. — [367, 310, 416, 319]
article-paragraph: The Federal Executive has sanctioned a comprehensive Australian army reserve, the backbone to consist of returned soldiers. — [8, 691, 98, 733]
article-paragraph: When the procession passed the King warmly returned the men's salute. — [424, 636, 519, 662]
section-subheading: STUBBORN AND SEVERE FIGHTING. — [109, 338, 191, 353]
dateline: Amsterdam, February 7. — [246, 477, 314, 484]
section-subheading: THE SUBMARINE CAMPAIGN. — [538, 1175, 594, 1191]
section-subheading: A UNION FAVORED. — [118, 938, 182, 947]
article-paragraph: Mr. Asquith said that the nation's only duty was a united determination in the prosecution of the war. He paid a tribute to the King's continuous self-effacement, and said that the devotion of the King and Queen set an example to their subjects. In a large measure the efficiency of the blockade was due to self-sacrifice and gallantry on the part of the mercantile marine. — [527, 102, 605, 230]
section-subheading: THE AURORA ARRIVES. — [615, 1344, 692, 1352]
article-paragraph: "Therefore I confidently commend to your deliberations my requests which will be laid before you and pray the Almighty may bless your counsels." — [424, 1512, 519, 1554]
dateline: London, Feb. 7. — [151, 1128, 195, 1136]
dateline: Melbourne, Feb. 8. — [44, 682, 98, 690]
divider — [613, 1555, 695, 1556]
article-paragraph: Mr. Bonar Law considered that everything pointed to the Allies' ability to defend the positions wherein they were placed at Salonika. We could clear out the enemy at East. Referring to East Africa he said it was only a matter of a short time when the last German colony would be subdued. — [527, 1555, 605, 1658]
dateline: Received Feb. 8, 10.50 p.m. — [339, 1028, 416, 1036]
dateline: Reuter Service. — [374, 1019, 416, 1027]
divider — [203, 434, 314, 435]
article-paragraph: A woman who was visiting a bush camp where her husband was working found herself marooned in the bush yesterday. The water rose rising rapidly, and there was danger of the shanty being swept away. The only way of escape was across the Otira River, which by that time was a rushing torrent. A rope was thrown across the river, and with pluck she plunged in, and after a desperate struggle succeeded in reaching a place of safety. — [703, 1773, 764, 1961]
section-subheading: CLOSER UNION OF THE EMPIRE. — [433, 874, 510, 890]
article-paragraph: The Idea Nazionale states that Germany has addressed a Note to neutrals inviting a conference on shipping questions. — [203, 1177, 314, 1211]
credit-line: By Wireless from the Aurora. — [613, 466, 694, 474]
section-subheading: WHANGAREI IN DARKNESS. — [708, 2073, 760, 2089]
section-subheading: FOUR MAORIS DROWNED. — [710, 364, 757, 380]
section-subheading: LOSS OF BELGIAN RELIEF SHIP. — [326, 1309, 412, 1325]
article-paragraph: Counts Apponyi and Andrassy supported Count Tisza, but Count Karolyi denounced unrestricted submarining and pointed out that there were two million Hungarians living in America, and their fate might be serious in the event of war. — [203, 645, 314, 704]
column-1 — [4, 28, 200, 1456]
article-paragraph: Saturday's phenomenal flood exceeded all records, official or traditional, and there was a depth of 11ft of water in the station building. The exact portion could not be ascertained authoritatively until yesterday evening, telephonic communication having been interrupted. The transformers in the stand are nearly 11ft high from the floor, which means that they are entirely submerged and rendered useless, not merely for the present, but in all probability for the next six weeks. This is the shortest period, it is believed, in which they can be restored to utility from the time they become accessible once more. — [703, 2292, 764, 2575]
section-heading: THE CAMPAIGN DEFENDED. — [220, 441, 297, 463]
divider — [8, 235, 195, 236]
article-paragraph: The crowd recognised and cheered with enthusiasm the various uniforms. Major E. Dawson commanded the New Zealanders. The Imperial Guard was perfect horsemen, big, muscular soldiers who made a fine show, and were the most prominent feature of the procession. — [424, 374, 519, 460]
article-paragraph: Although now subsiding, the severe floods in low-lying districts are still affecting communication. The mail coaches from Ohaeawai to Hokianga and to the North were unable to make the trip on Saturday, but managed to get through on Sunday. — [703, 1472, 764, 1592]
columns — [4, 28, 768, 2575]
article-paragraph: The resolution was submitted to Mr. Hughes to-day. — [8, 613, 98, 629]
article-paragraph: Some newspapers draw attention to the concluding phrase of the document and say that it suggests a free Poland with personal or political union with Russia. — [105, 996, 195, 1047]
article-paragraph: Senator Lodge strongly supported the motion, declaring that during the crisis party lines should not exist. He approved of Mr. Wilson's refusal to place an embargo on the export of arms and munitions, and added: "In severing relations with Germany Mr. Wilson has followed the course of the honor, safety and future security of the United States." — [203, 182, 314, 268]
article-paragraph: Mr. Lansing has received a dispatch from the consul at Queenstown that the British liner California, bound from New York to Glasgow, has been torpedoed. One life was lost and there are 200 hospital cases. — [322, 468, 416, 527]
divider — [713, 384, 755, 385]
dateline: Dargaville, Monday. — [707, 406, 764, 414]
article-paragraph: The present position is that Switzerland has neutralised President Wilson's proposal, and that Holland probably will not come up to Mr. Wilson's expectations. Spain has replied that in the meantime the Government has reserved to support shipping. The Scandinavian countries are negotiating among themselves. Brazil has sent a strong Note to Germany, and Chile and the Argentine stand firmly by Brazil. It is pointed out how that Germany's period of grace expired to-night. — [203, 764, 314, 884]
